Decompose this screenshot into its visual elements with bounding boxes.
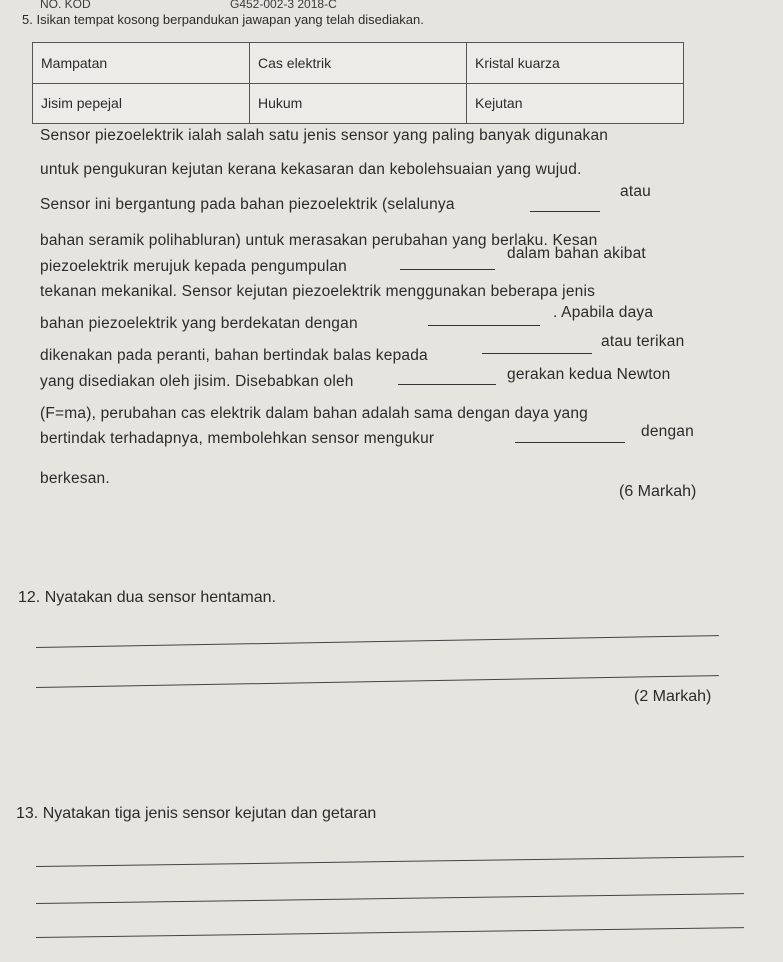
word-bank-cell: Mampatan: [33, 43, 250, 84]
answer-blank-2[interactable]: [400, 268, 495, 270]
paragraph-line: dikenakan pada peranti, bahan bertindak balas kepada: [40, 347, 428, 364]
q12-text: 12. Nyatakan dua sensor hentaman.: [18, 589, 276, 606]
paragraph-line: yang disediakan oleh jisim. Disebabkan oleh: [40, 373, 354, 390]
word-bank-cell: Kejutan: [467, 83, 684, 124]
answer-blank-4[interactable]: [482, 352, 592, 354]
header-code: G452-002-3 2018-C: [230, 0, 337, 11]
word-bank-cell: Cas elektrik: [250, 43, 467, 84]
answer-blank-1[interactable]: [530, 210, 600, 212]
q13-text: 13. Nyatakan tiga jenis sensor kejutan dan getaran: [16, 805, 377, 822]
answer-line-q12-2[interactable]: [36, 675, 719, 688]
q12-marks: (2 Markah): [634, 688, 712, 705]
paragraph-line: berkesan.: [40, 470, 110, 487]
word-bank-row: [33, 83, 684, 124]
word-bank-cell: Jisim pepejal: [33, 83, 250, 124]
paragraph-line-tail: dalam bahan akibat: [507, 245, 646, 262]
paragraph-line: piezoelektrik merujuk kepada pengumpulan: [40, 258, 347, 275]
header-no-label: NO. KOD: [40, 0, 91, 11]
answer-blank-3[interactable]: [428, 324, 540, 326]
answer-line-q13-1[interactable]: [36, 856, 744, 867]
q5-instruction: 5. Isikan tempat kosong berpandukan jawapan yang telah disediakan.: [22, 12, 424, 27]
paragraph-line-tail: atau terikan: [601, 333, 685, 350]
answer-line-q13-3[interactable]: [36, 927, 744, 938]
paragraph-line-tail: . Apabila daya: [553, 304, 654, 321]
paragraph-line-tail: atau: [620, 183, 651, 200]
paragraph-line: Sensor ini bergantung pada bahan piezoelektrik (selalunya: [40, 196, 455, 213]
answer-blank-5[interactable]: [398, 383, 496, 385]
word-bank-table: [32, 42, 684, 124]
q5-marks: (6 Markah): [619, 483, 697, 500]
paragraph-line: Sensor piezoelektrik ialah salah satu jenis sensor yang paling banyak digunakan: [40, 127, 609, 144]
word-bank-row: [33, 43, 684, 84]
answer-blank-6[interactable]: [515, 441, 625, 443]
paragraph-line: bahan seramik polihabluran) untuk merasakan perubahan yang berlaku. Kesan: [40, 232, 598, 249]
paragraph-line: bahan piezoelektrik yang berdekatan dengan: [40, 315, 358, 332]
paragraph-line: (F=ma), perubahan cas elektrik dalam bahan adalah sama dengan daya yang: [40, 405, 588, 422]
paragraph-line: bertindak terhadapnya, membolehkan sensor mengukur: [40, 430, 435, 447]
answer-line-q13-2[interactable]: [36, 893, 744, 904]
paragraph-line-tail: gerakan kedua Newton: [507, 366, 671, 383]
paragraph-line: tekanan mekanikal. Sensor kejutan piezoelektrik menggunakan beberapa jenis: [40, 283, 596, 300]
paragraph-line-tail: dengan: [641, 423, 694, 440]
paragraph-line: untuk pengukuran kejutan kerana kekasaran dan kebolehsuaian yang wujud.: [40, 161, 582, 178]
word-bank-cell: Kristal kuarza: [467, 43, 684, 84]
word-bank-cell: Hukum: [250, 83, 467, 124]
answer-line-q12-1[interactable]: [36, 635, 719, 648]
